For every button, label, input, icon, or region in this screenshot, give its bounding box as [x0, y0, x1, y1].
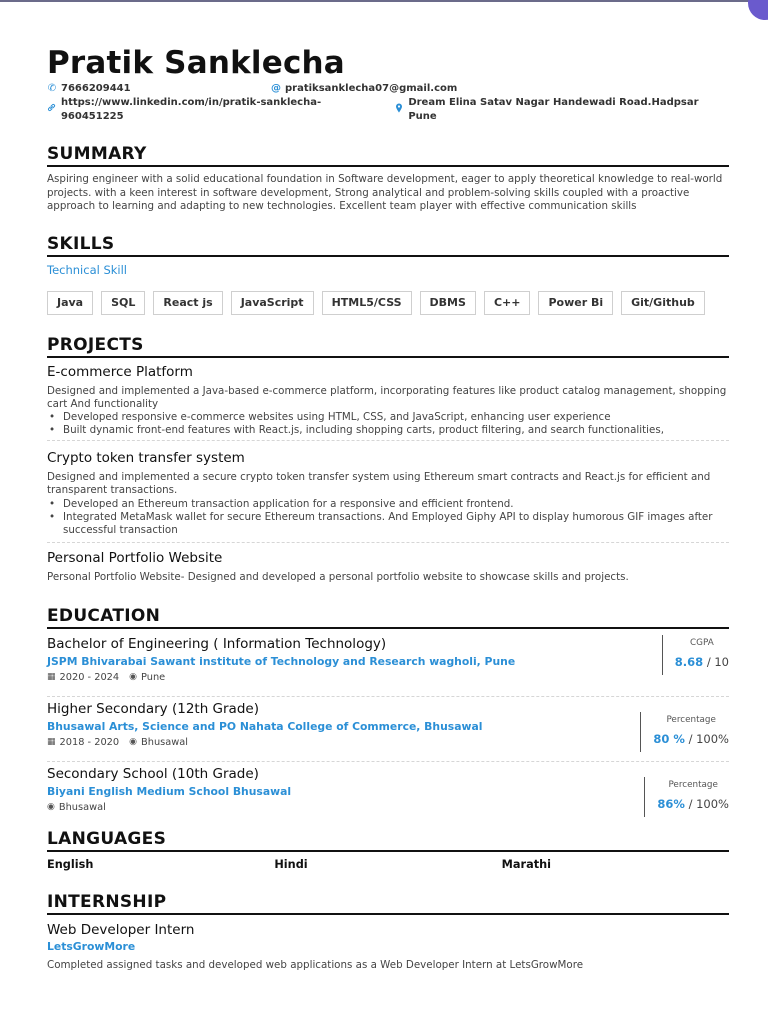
skill-tag: SQL: [101, 291, 145, 315]
project-title: Crypto token transfer system: [47, 449, 245, 466]
skill-tag: C++: [484, 291, 531, 315]
bullet-item: • Built dynamic front-end features with React.js, including shopping carts, product filtering, and search functionalities,: [47, 424, 729, 437]
project-item: [47, 441, 729, 543]
bullet-item: • Developed responsive e-commerce websites using HTML, CSS, and JavaScript, enhancing user experience: [47, 411, 729, 424]
education-item: [47, 700, 729, 762]
project-description: Designed and implemented a secure crypto token transfer system using Ethereum smart contracts and React.js for efficient and transparent transactions.: [47, 470, 711, 496]
phone-number: 7666209441: [61, 83, 131, 94]
location-text: Pune: [141, 671, 166, 683]
score-label: Percentage: [668, 779, 718, 790]
calendar-icon: ▦: [47, 671, 56, 682]
degree-title: Bachelor of Engineering ( Information Technology): [47, 635, 387, 652]
date-text: 2018 - 2020: [59, 736, 120, 748]
score-value-line: [657, 796, 729, 812]
phone-icon: ✆: [47, 83, 57, 94]
score-value: 80 %: [653, 731, 685, 746]
bullet-item: • Developed an Ethereum transaction application for a responsive and efficient frontend.: [47, 498, 729, 511]
score-label: CGPA: [690, 637, 714, 648]
score-max: / 10: [703, 654, 729, 669]
contact-row-1: [47, 82, 729, 96]
school-name: JSPM Bhivarabai Sawant institute of Technology and Research wagholi, Pune: [47, 654, 516, 668]
language-item: Hindi: [274, 857, 308, 871]
language-item: Marathi: [501, 857, 552, 871]
score-box: [662, 635, 729, 675]
score-box: [644, 777, 729, 817]
project-bullets: [47, 411, 729, 437]
link-icon: [47, 103, 57, 117]
project-item: [47, 358, 729, 441]
bullet-item: • Integrated MetaMask wallet for secure Ethereum transactions. And Employed Giphy API to display humorous GIF images after successful transaction: [47, 511, 729, 537]
location: [47, 801, 106, 814]
date-range: [47, 736, 119, 749]
candidate-name: Pratik Sanklecha: [47, 45, 345, 81]
project-title: Personal Portfolio Website: [47, 549, 223, 566]
education-meta: [47, 801, 729, 814]
education-meta: [47, 671, 729, 684]
skills-heading: SKILLS: [47, 234, 729, 257]
resume-page: [47, 42, 729, 972]
address-contact: [394, 96, 729, 124]
summary-heading: SUMMARY: [47, 144, 729, 167]
skill-tag: JavaScript: [231, 291, 314, 315]
score-max: / 100%: [684, 796, 729, 811]
project-description: Personal Portfolio Website- Designed and developed a personal portfolio website to showcase skills and projects.: [47, 570, 629, 583]
location: [129, 736, 188, 749]
score-max: / 100%: [684, 731, 729, 746]
internship-company: LetsGrowMore: [47, 939, 136, 953]
degree-title: Secondary School (10th Grade): [47, 765, 259, 782]
location-text: Bhusawal: [58, 801, 106, 813]
address-text: Dream Elina Satav Nagar Handewadi Road.Hadpsar Pune: [408, 97, 699, 122]
skill-tag: Java: [47, 291, 93, 315]
score-box: [640, 712, 729, 752]
education-heading: EDUCATION: [47, 606, 729, 629]
location: [129, 671, 165, 684]
degree-title: Higher Secondary (12th Grade): [47, 700, 259, 717]
at-icon: @: [271, 83, 281, 94]
linkedin-contact[interactable]: [47, 96, 382, 124]
languages-heading: LANGUAGES: [47, 829, 729, 852]
phone-contact: [47, 82, 271, 96]
internship-role: Web Developer Intern: [47, 921, 195, 938]
top-border: [0, 0, 768, 2]
internship-heading: INTERNSHIP: [47, 892, 729, 915]
project-item: [47, 543, 729, 584]
education-item: [47, 635, 729, 697]
project-title: E-commerce Platform: [47, 363, 193, 380]
location-pin-icon: ◉: [129, 736, 138, 747]
location-pin-icon: [394, 103, 404, 118]
projects-heading: PROJECTS: [47, 335, 729, 358]
skill-tag: Power Bi: [538, 291, 613, 315]
skill-tag: React js: [153, 291, 222, 315]
location-text: Bhusawal: [141, 736, 189, 748]
skill-tag: Git/Github: [621, 291, 705, 315]
skill-group-label: Technical Skill: [47, 262, 128, 277]
languages-list: [47, 858, 729, 872]
email-address[interactable]: pratiksanklecha07@gmail.com: [285, 83, 458, 94]
date-range: [47, 671, 119, 684]
email-contact[interactable]: [271, 82, 457, 96]
date-text: 2020 - 2024: [59, 671, 120, 683]
language-item: English: [47, 857, 94, 871]
score-value-line: [653, 731, 729, 747]
corner-decoration: [748, 0, 768, 20]
project-bullets: [47, 498, 729, 537]
score-label: Percentage: [666, 714, 716, 725]
location-pin-icon: ◉: [129, 671, 138, 682]
linkedin-link[interactable]: https://www.linkedin.com/in/pratik-sanklecha-960451225: [60, 97, 322, 122]
summary-text: Aspiring engineer with a solid educational foundation in Software development, eager to apply theoretical knowledge to real-world projects. with a keen interest in software development, Strong analytical and problem-solving skills coupled with a proactive approach to learning and adapting to new technologies. Excellent team player with effective communication skills: [47, 173, 723, 212]
internship-description: Completed assigned tasks and developed web applications as a Web Developer Intern at LetsGrowMore: [47, 958, 584, 971]
skills-list: [47, 291, 729, 315]
project-description: Designed and implemented a Java-based e-commerce platform, incorporating features like product catalog management, shopping cart And functionality: [47, 384, 727, 410]
skill-tag: DBMS: [420, 291, 476, 315]
score-value: 86%: [657, 796, 685, 811]
location-pin-icon: ◉: [47, 801, 55, 812]
skill-tag: HTML5/CSS: [322, 291, 412, 315]
score-value: 8.68: [674, 654, 704, 669]
school-name: Bhusawal Arts, Science and PO Nahata College of Commerce, Bhusawal: [47, 719, 483, 733]
score-value-line: [675, 654, 729, 670]
education-meta: [47, 736, 729, 749]
school-name: Biyani English Medium School Bhusawal: [47, 784, 292, 798]
education-item: [47, 765, 729, 827]
contact-row-2: [47, 96, 729, 124]
calendar-icon: ▦: [47, 736, 56, 747]
